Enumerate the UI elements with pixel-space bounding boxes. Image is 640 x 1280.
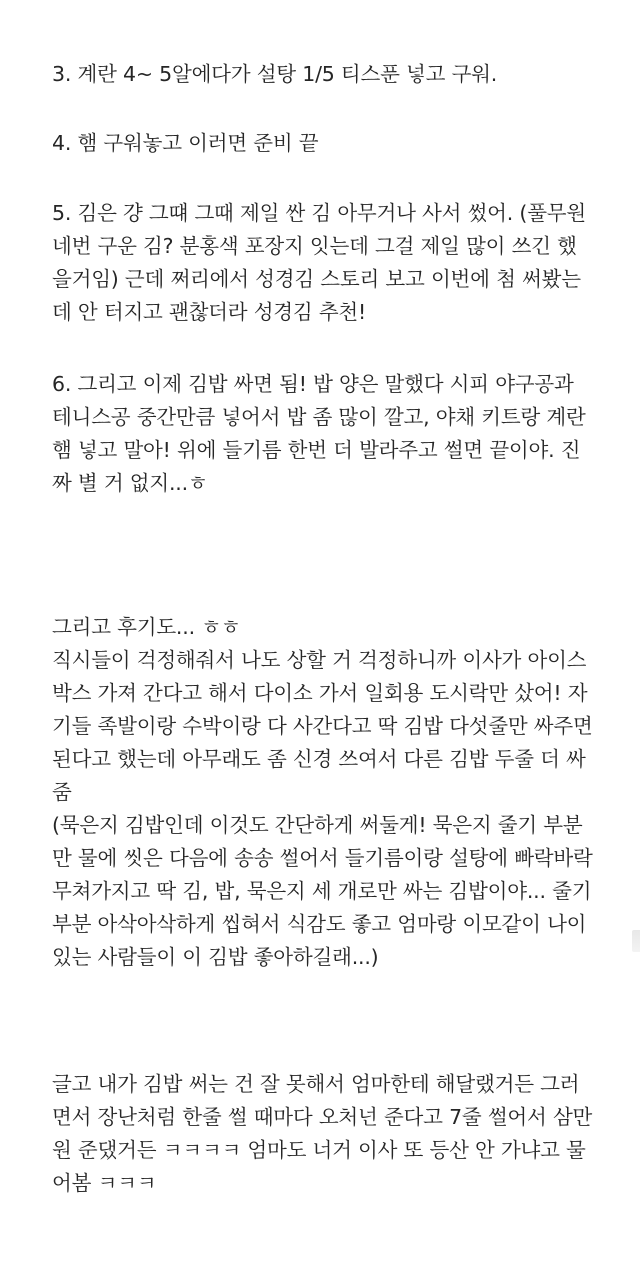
text-line: 4. 햄 구워놓고 이러면 준비 끝 bbox=[52, 131, 319, 155]
text-line: 원 준댔거든 ㅋㅋㅋㅋ 엄마도 너거 이사 또 등산 안 가냐고 물 bbox=[52, 1138, 586, 1162]
text-line: 햄 넣고 말아! 위에 들기름 한번 더 발라주고 썰면 끝이야. 진 bbox=[52, 438, 581, 462]
text-line: 5. 김은 걍 그떄 그때 제일 싼 김 아무거나 사서 썼어. (풀무원 bbox=[52, 201, 587, 225]
text-line: 글고 내가 김밥 써는 건 잘 못해서 엄마한테 해달랬거든 그러 bbox=[52, 1072, 580, 1096]
text-line: 3. 계란 4~ 5알에다가 설탕 1/5 티스푼 넣고 구워. bbox=[52, 62, 498, 86]
text-line: 줌 bbox=[52, 780, 72, 804]
text-line: 6. 그리고 이제 김밥 싸면 됨! 밥 양은 말했다 시피 야구공과 bbox=[52, 372, 574, 396]
text-line: 박스 가져 간다고 해서 다이소 가서 일회용 도시락만 샀어! 자 bbox=[52, 681, 588, 705]
paragraph-step-3 bbox=[52, 58, 612, 91]
text-line: 을거임) 근데 쩌리에서 성경김 스토리 보고 이번에 첨 써봤는 bbox=[52, 267, 581, 291]
text-line: 된다고 했는데 아무래도 좀 신경 쓰여서 다른 김밥 두줄 더 싸 bbox=[52, 747, 586, 771]
text-line: (묵은지 김밥인데 이것도 간단하게 써둘게! 묵은지 줄기 부분 bbox=[52, 813, 583, 837]
paragraph-review bbox=[52, 611, 612, 974]
paragraph-step-6 bbox=[52, 368, 612, 500]
text-line: 있는 사람들이 이 김밥 좋아하길래...) bbox=[52, 945, 379, 969]
scroll-edge-marker bbox=[632, 930, 640, 952]
paragraph-step-5 bbox=[52, 197, 612, 329]
text-line: 데 안 터지고 괜찮더라 성경김 추천! bbox=[52, 300, 367, 324]
paragraph-step-4 bbox=[52, 127, 612, 160]
text-line: 그리고 후기도... ㅎㅎ bbox=[52, 615, 241, 639]
text-line: 네번 구운 김? 분홍색 포장지 잇는데 그걸 제일 많이 쓰긴 했 bbox=[52, 234, 577, 258]
text-line: 기들 족발이랑 수박이랑 다 사간다고 딱 김밥 다섯줄만 싸주면 bbox=[52, 714, 593, 738]
text-line: 무쳐가지고 딱 김, 밥, 묵은지 세 개로만 싸는 김밥이야... 줄기 bbox=[52, 879, 592, 903]
text-line: 직시들이 걱정해줘서 나도 상할 거 걱정하니까 이사가 아이스 bbox=[52, 648, 587, 672]
text-line: 짜 별 거 없지...ㅎ bbox=[52, 471, 208, 495]
text-line: 면서 장난처럼 한줄 썰 때마다 오처넌 준다고 7줄 썰어서 삼만 bbox=[52, 1105, 593, 1129]
text-line: 부분 아삭아삭하게 씹혀서 식감도 좋고 엄마랑 이모같이 나이 bbox=[52, 912, 587, 936]
text-line: 어봄 ㅋㅋㅋ bbox=[52, 1171, 157, 1195]
text-line: 만 물에 씻은 다음에 송송 썰어서 들기름이랑 설탕에 빠락바락 bbox=[52, 846, 593, 870]
text-line: 테니스공 중간만큼 넣어서 밥 좀 많이 깔고, 야채 키트랑 계란 bbox=[52, 405, 586, 429]
paragraph-ending bbox=[52, 1068, 612, 1200]
